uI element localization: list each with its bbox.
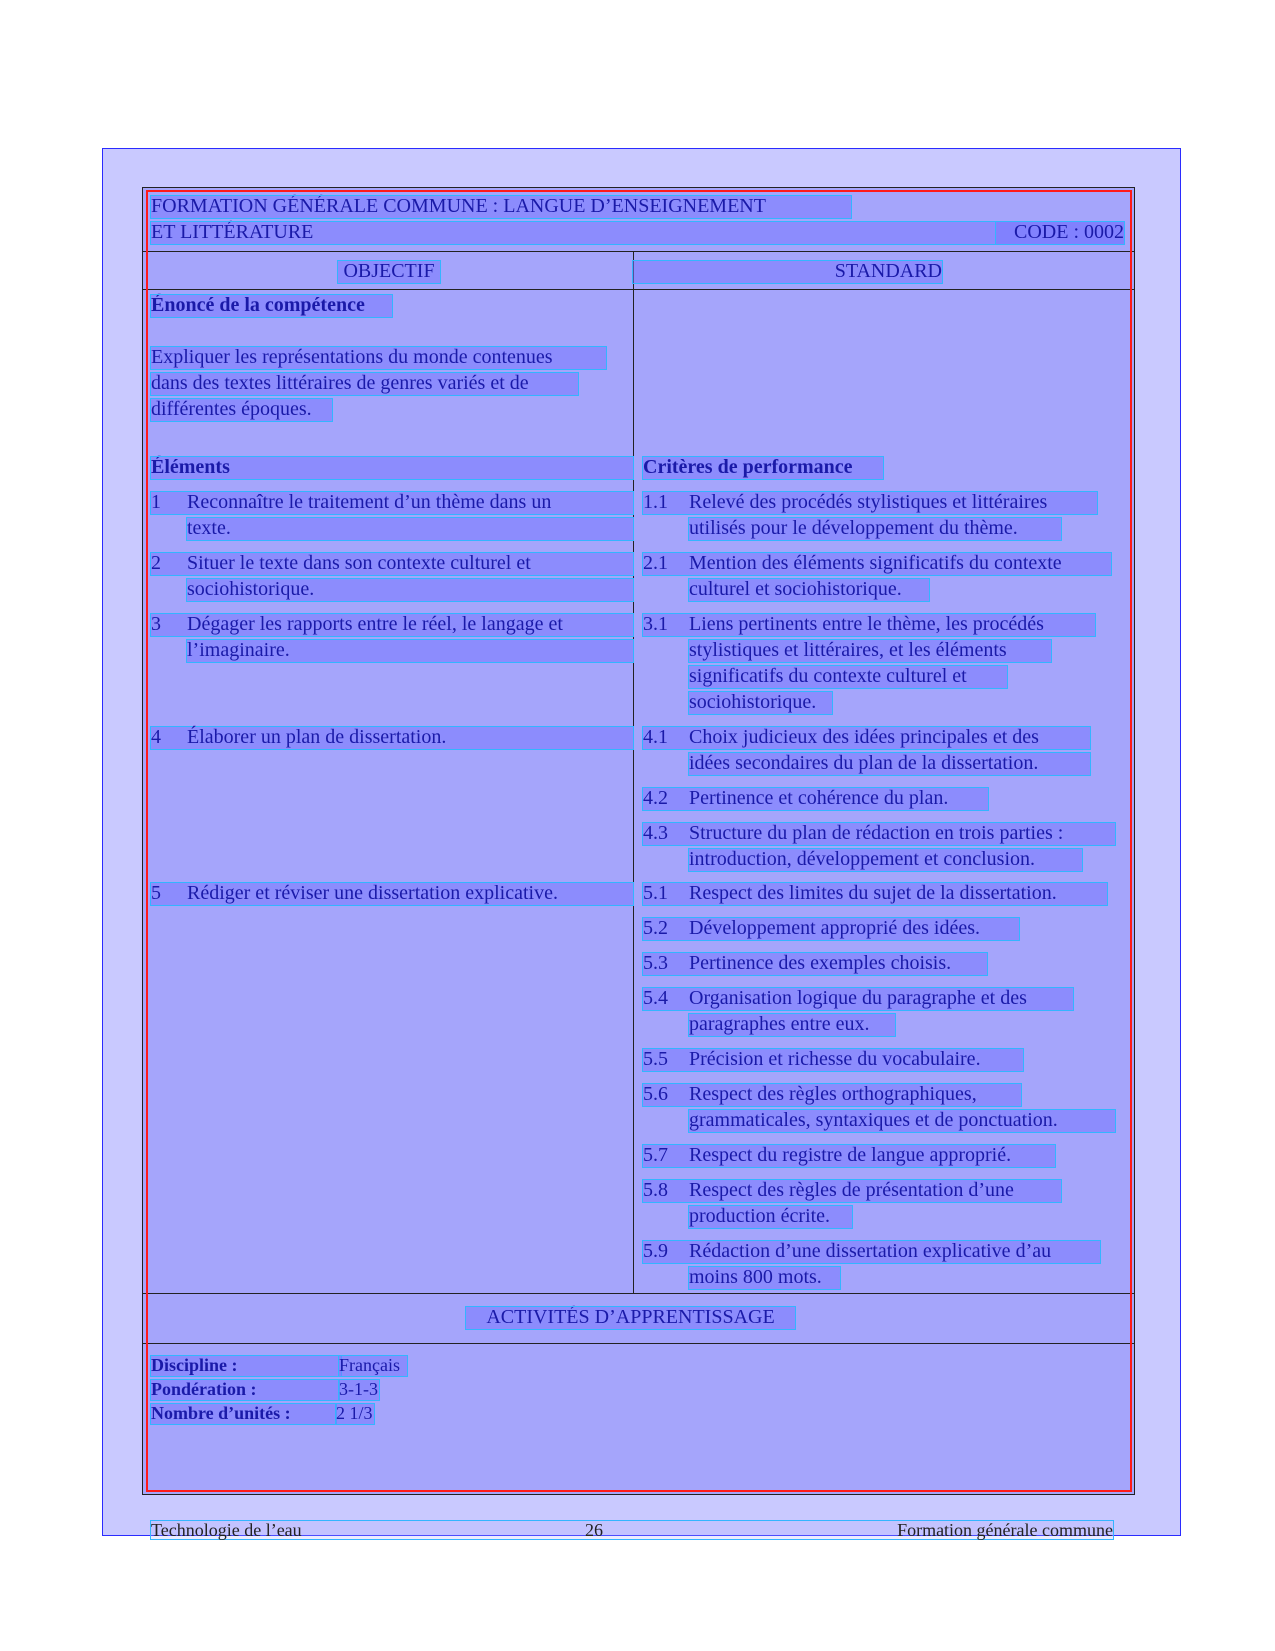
element-item-1 — [151, 492, 633, 514]
critere-item-1-1 — [643, 492, 1097, 514]
critere-item-5-6 — [643, 1084, 1021, 1106]
header-title-line2 — [151, 222, 1124, 244]
critere-text: paragraphes entre eux. — [689, 1014, 895, 1036]
element-item-5 — [151, 883, 633, 905]
criteres-heading: Critères de performance — [643, 457, 883, 479]
element-text: Dégager les rapports entre le réel, le langage et — [187, 613, 563, 635]
critere-number: 5.3 — [643, 952, 668, 974]
element-item-2 — [151, 553, 633, 575]
critere-number: 1.1 — [643, 491, 668, 513]
element-item-3-continued — [187, 640, 633, 662]
element-item-4 — [151, 727, 633, 749]
page-footer — [151, 1521, 1113, 1539]
critere-number: 5.4 — [643, 987, 668, 1009]
course-code: CODE : 0002 — [996, 222, 1124, 244]
critere-number: 5.6 — [643, 1083, 668, 1105]
critere-text: Pertinence et cohérence du plan. — [689, 787, 949, 809]
element-number: 4 — [151, 726, 161, 748]
critere-number: 5.7 — [643, 1144, 668, 1166]
header-divider — [142, 251, 1135, 252]
critere-number: 5.8 — [643, 1179, 668, 1201]
columns-divider — [142, 289, 1135, 290]
critere-text: Organisation logique du paragraphe et des — [689, 987, 1027, 1009]
critere-text: Respect des règles de présentation d’une — [689, 1179, 1014, 1201]
competence-line: Expliquer les représentations du monde contenues — [151, 347, 606, 369]
critere-text: Rédaction d’une dissertation explicative d’au — [689, 1240, 1052, 1262]
competence-line: dans des textes littéraires de genres variés et de — [151, 373, 578, 395]
critere-number: 5.2 — [643, 917, 668, 939]
element-number: 3 — [151, 613, 161, 635]
element-number: 1 — [151, 491, 161, 513]
ponderation-label: Pondération : — [151, 1380, 339, 1400]
critere-number: 2.1 — [643, 552, 668, 574]
critere-number: 4.2 — [643, 787, 668, 809]
critere-text: Respect du registre de langue approprié. — [689, 1144, 1012, 1166]
header-title-line2-text: ET LITTÉRATURE — [151, 221, 314, 243]
element-text: Rédiger et réviser une dissertation explicative. — [187, 882, 558, 904]
critere-text: sociohistorique. — [689, 692, 832, 714]
column-header-standard — [633, 261, 942, 283]
element-text: sociohistorique. — [187, 578, 315, 600]
element-number: 2 — [151, 552, 161, 574]
critere-item-3-1 — [643, 614, 1095, 636]
critere-text: Liens pertinents entre le thème, les procédés — [689, 613, 1044, 635]
activities-heading: ACTIVITÉS D’APPRENTISSAGE — [466, 1307, 795, 1329]
competence-heading: Énoncé de la compétence — [151, 295, 392, 317]
element-item-1-continued — [187, 518, 633, 540]
critere-number: 5.9 — [643, 1240, 668, 1262]
critere-item-2-1 — [643, 553, 1111, 575]
critere-text: moins 800 mots. — [689, 1267, 840, 1289]
critere-text: grammaticales, syntaxiques et de ponctuation. — [689, 1110, 1115, 1132]
footer-left: Technologie de l’eau — [151, 1520, 302, 1540]
unites-value: 2 1/3 — [336, 1403, 373, 1423]
column-separator — [633, 251, 634, 1293]
element-text: Élaborer un plan de dissertation. — [187, 726, 447, 748]
critere-text: Structure du plan de rédaction en trois parties : — [689, 822, 1064, 844]
critere-text: utilisés pour le développement du thème. — [689, 518, 1061, 540]
element-item-2-continued — [187, 579, 633, 601]
critere-text: Précision et richesse du vocabulaire. — [689, 1048, 981, 1070]
ponderation-value: 3-1-3 — [339, 1379, 378, 1399]
element-item-3 — [151, 614, 633, 636]
critere-text: Choix judicieux des idées principales et des — [689, 726, 1039, 748]
critere-text: Respect des limites du sujet de la dissertation. — [689, 882, 1057, 904]
element-text: l’imaginaire. — [187, 639, 290, 661]
critere-item-4-2 — [643, 788, 988, 810]
critere-item-5-4 — [643, 988, 1073, 1010]
column-header-standard-text: STANDARD — [834, 260, 942, 282]
critere-text: Développement approprié des idées. — [689, 917, 981, 939]
critere-text: culturel et sociohistorique. — [689, 579, 929, 601]
element-number: 5 — [151, 882, 161, 904]
critere-number: 4.1 — [643, 726, 668, 748]
footer-right: Formation générale commune — [897, 1520, 1113, 1540]
critere-item-5-5 — [643, 1049, 1023, 1071]
header-title-line1: FORMATION GÉNÉRALE COMMUNE : LANGUE D’ENSEIGNEMENT — [151, 196, 851, 218]
critere-text: stylistiques et littéraires, et les éléments — [689, 640, 1051, 662]
critere-text: introduction, développement et conclusion. — [689, 849, 1082, 871]
critere-text: significatifs du contexte culturel et — [689, 666, 1007, 688]
competence-line: différentes époques. — [151, 399, 332, 421]
critere-number: 5.1 — [643, 882, 668, 904]
element-text: Reconnaître le traitement d’un thème dans un — [187, 491, 552, 513]
critere-item-5-9 — [643, 1241, 1100, 1263]
element-text: texte. — [187, 517, 231, 539]
critere-item-5-8 — [643, 1180, 1061, 1202]
critere-number: 3.1 — [643, 613, 668, 635]
critere-item-5-7 — [643, 1145, 1055, 1167]
discipline-value: Français — [339, 1356, 407, 1376]
critere-item-5-1 — [643, 883, 1107, 905]
critere-item-5-2 — [643, 918, 1019, 940]
elements-heading: Éléments — [151, 457, 633, 479]
unites-label: Nombre d’unités : — [151, 1404, 336, 1424]
critere-text: Relevé des procédés stylistiques et littéraires — [689, 491, 1048, 513]
critere-item-5-3 — [643, 953, 987, 975]
activities-bottom-divider — [142, 1343, 1135, 1344]
footer-page-number: 26 — [585, 1520, 603, 1540]
discipline-label: Discipline : — [151, 1356, 341, 1376]
critere-text: Pertinence des exemples choisis. — [689, 952, 952, 974]
element-text: Situer le texte dans son contexte culturel et — [187, 552, 531, 574]
critere-text: Mention des éléments significatifs du contexte — [689, 552, 1062, 574]
critere-text: idées secondaires du plan de la dissertation. — [689, 753, 1090, 775]
activities-top-divider — [142, 1293, 1135, 1294]
critere-number: 5.5 — [643, 1048, 668, 1070]
critere-item-4-1 — [643, 727, 1090, 749]
critere-text: Respect des règles orthographiques, — [689, 1083, 977, 1105]
column-header-objectif: OBJECTIF — [338, 261, 440, 283]
critere-text: production écrite. — [689, 1206, 852, 1228]
critere-number: 4.3 — [643, 822, 668, 844]
critere-item-4-3 — [643, 823, 1115, 845]
